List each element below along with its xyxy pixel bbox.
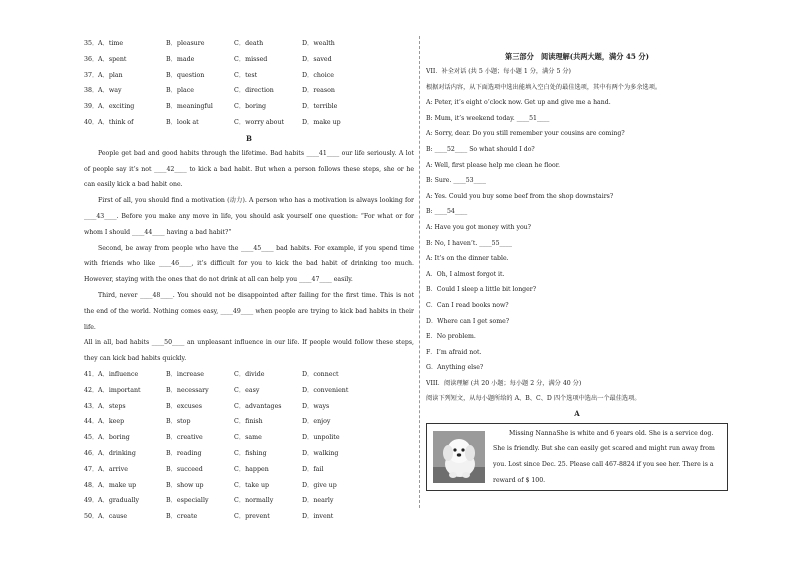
option-b: B．question <box>166 71 205 79</box>
question-number: 50． <box>84 513 99 521</box>
option-c: C．easy <box>234 386 260 394</box>
option-c: C．take up <box>234 481 270 489</box>
passage-paragraph: All in all, bad habits ____50____ an unpleasant influence in our life. If people would follow these steps, they can kick bad habits quickly. <box>84 339 414 363</box>
option-d: D．connect <box>302 370 339 378</box>
question-number: 41． <box>84 370 99 378</box>
option-a: A．influence <box>98 370 139 378</box>
section8-instructions: 阅读下列短文，从每小题所给的 A、B、C、D 四个选项中选出一个最佳选项。 <box>426 395 641 403</box>
option-c: C．normally <box>234 497 274 505</box>
section7-title: VII．补全对话 (共 5 小题；每小题 1 分，满分 5 分) <box>426 68 571 75</box>
options-group-41-50 <box>84 367 414 525</box>
question-options-row <box>84 509 414 525</box>
question-options-row <box>84 478 414 494</box>
question-number: 36． <box>84 55 99 63</box>
option-a: A．drinking <box>98 449 136 457</box>
dialogue-line: A: It’s on the dinner table. <box>426 255 509 263</box>
option-b: B．especially <box>166 497 209 505</box>
option-d: D．convenient <box>302 386 349 394</box>
option-b: B．necessary <box>166 386 209 394</box>
option-b: B．look at <box>166 118 199 126</box>
dialogue-line: A: Well, first please help me clean he floor. <box>426 161 560 169</box>
option-b: B．meaningful <box>166 103 213 111</box>
option-d: D．make up <box>302 118 341 126</box>
option-d: D．invent <box>302 513 334 521</box>
option-c: C．finish <box>234 418 263 426</box>
option-d: D．choice <box>302 71 334 79</box>
part-three-title: 第三部分 阅读理解(共两大题，满分 45 分) <box>505 52 649 61</box>
option-c: C．missed <box>234 55 268 63</box>
question-options-row <box>84 383 414 399</box>
option-b: B．excuses <box>166 402 202 410</box>
dialogue-line: B: ____54____ <box>426 208 468 216</box>
option-a: A．think of <box>98 118 134 126</box>
option-d: D．unpolite <box>302 434 340 442</box>
question-number: 38． <box>84 87 99 95</box>
dialogue-line: A: Yes. Could you buy some beef from the shop downstairs? <box>426 192 614 200</box>
passage-paragraph: Third, never ____48____. You should not be disappointed after failing for the first time. This is not the end of the world. Nothing comes easy, ____49____ when people are trying to kick bad habits in their life. <box>84 291 414 331</box>
question-options-row <box>84 493 414 509</box>
question-options-row <box>84 115 414 131</box>
dialogue-line: A: Sorry, dear. Do you still remember your cousins are coming? <box>426 130 625 138</box>
option-a: A．spent <box>98 55 127 63</box>
option-d: D．nearly <box>302 497 334 505</box>
option-d: D．fail <box>302 465 324 473</box>
option-c: C．boring <box>234 103 267 111</box>
option-d: D．enjoy <box>302 418 331 426</box>
option-d: D．saved <box>302 55 332 63</box>
option-b: B．pleasure <box>166 40 205 47</box>
option-c: C．advantages <box>234 402 282 410</box>
missing-dog-ad <box>426 423 728 491</box>
option-b: B．show up <box>166 481 204 489</box>
question-options-row <box>84 414 414 430</box>
dialogue-line: B: No, I haven’t. ____55____ <box>426 239 512 247</box>
question-options-row <box>84 52 414 68</box>
question-number: 43． <box>84 402 99 410</box>
section8-title: VIII．阅读理解 (共 20 小题；每小题 2 分，满分 40 分) <box>426 379 582 387</box>
option-d: D．reason <box>302 87 335 95</box>
option-c: C．fishing <box>234 449 267 457</box>
option-b: B．creative <box>166 434 203 442</box>
dialogue-choices <box>426 267 728 376</box>
option-b: B．create <box>166 513 198 521</box>
dialogue-choice: F．I’m afraid not. <box>426 348 482 356</box>
question-options-row <box>84 68 414 84</box>
question-number: 45． <box>84 434 99 442</box>
dialogue <box>426 95 728 267</box>
option-c: C．same <box>234 434 262 442</box>
question-number: 49． <box>84 497 99 505</box>
left-column <box>84 36 414 525</box>
option-a: A．way <box>98 87 122 95</box>
option-a: A．steps <box>98 402 126 410</box>
option-a: A．cause <box>98 513 128 521</box>
dialogue-choice: E．No problem. <box>426 333 476 341</box>
question-number: 40． <box>84 118 99 126</box>
option-b: B．increase <box>166 370 204 378</box>
question-options-row <box>84 99 414 115</box>
option-c: C．direction <box>234 87 274 95</box>
option-c: C．test <box>234 71 258 79</box>
section-letter-b: B <box>246 133 252 143</box>
option-b: B．succeed <box>166 465 203 473</box>
dialogue-choice: D．Where can I get some? <box>426 317 510 325</box>
passage-paragraph: Second, be away from people who have the ____45____ bad habits. For example, if you spend time with friends who like ____46____, it’s difficult for you to kick the bad habit of drinking too much. However, staying with the ones that do not drink at all can help you ____47____ easily. <box>84 244 414 284</box>
option-a: A．plan <box>98 71 123 79</box>
option-a: A．gradually <box>98 497 140 505</box>
dialogue-choice: C．Can I read books now? <box>426 301 509 309</box>
column-divider <box>419 36 420 508</box>
question-number: 42． <box>84 386 99 394</box>
dialogue-line: B: ____52____ So what should I do? <box>426 145 535 153</box>
question-options-row <box>84 446 414 462</box>
option-a: A．boring <box>98 434 130 442</box>
dialogue-line: A: Peter, it’s eight o’clock now. Get up and give me a hand. <box>426 99 611 107</box>
options-group-35-40 <box>84 36 414 131</box>
question-options-row <box>84 83 414 99</box>
question-options-row <box>84 430 414 446</box>
option-d: D．give up <box>302 481 337 489</box>
passage-bad-habits <box>84 146 414 367</box>
option-c: C．prevent <box>234 513 270 521</box>
option-c: C．happen <box>234 465 269 473</box>
dialogue-line: B: Mum, it’s weekend today. ____51____ <box>426 114 550 122</box>
dialogue-choice: G．Anything else? <box>426 364 484 372</box>
question-options-row <box>84 399 414 415</box>
dialogue-line: B: Sure. ____53____ <box>426 177 486 185</box>
question-options-row <box>84 462 414 478</box>
option-d: D．ways <box>302 402 330 410</box>
question-number: 35． <box>84 40 99 47</box>
white-dog-photo-icon <box>433 431 485 483</box>
option-a: A．important <box>98 386 141 394</box>
option-b: B．place <box>166 87 194 95</box>
option-b: B．reading <box>166 449 202 457</box>
option-b: B．stop <box>166 418 191 426</box>
missing-dog-ad-text: Missing NannaShe is white and 6 years old. She is a service dog. She is friendly. But she can easily get scared and might run away from you. Lost since Dec. 25. Please call 467-8824 if you see her. There is a reward of $ 100. <box>493 429 715 484</box>
question-options-row <box>84 367 414 383</box>
option-c: C．death <box>234 40 264 47</box>
right-column <box>426 36 728 491</box>
passage-paragraph: People get bad and good habits through the lifetime. Bad habits ____41____ our life seriously. A lot of people say it’s not ____42____ to kick a bad habit. But when a person follows these steps, she or he can easily kick a bad habit one. <box>84 149 414 189</box>
dialogue-choice: B．Could I sleep a little bit longer? <box>426 286 537 294</box>
option-c: C．divide <box>234 370 265 378</box>
section7-instructions: 根据对话内容，从下面选项中选出能填入空白处的最佳选项，其中有两个为多余选项。 <box>426 83 662 91</box>
dialogue-choice: A．Oh, I almost forgot it. <box>426 270 505 278</box>
option-d: D．walking <box>302 449 339 457</box>
option-d: D．terrible <box>302 103 338 111</box>
section-letter-a: A <box>574 409 580 419</box>
option-b: B．made <box>166 55 195 63</box>
question-number: 48． <box>84 481 99 489</box>
option-c: C．worry about <box>234 118 285 126</box>
question-number: 47． <box>84 465 99 473</box>
option-d: D．wealth <box>302 40 335 47</box>
question-options-row <box>84 36 414 52</box>
option-a: A．keep <box>98 418 125 426</box>
question-number: 46． <box>84 449 99 457</box>
option-a: A．arrive <box>98 465 128 473</box>
option-a: A．make up <box>98 481 137 489</box>
passage-paragraph: First of all, you should find a motivation (动力). A person who has a motivation is always looking for ____43____. Before you make any move in life, you should ask yourself one question: “For what or for whom I should ____44____ having a bad habit?” <box>84 197 414 236</box>
dialogue-line: A: Have you got money with you? <box>426 223 531 231</box>
question-number: 44． <box>84 418 99 426</box>
question-number: 39． <box>84 103 99 111</box>
question-number: 37． <box>84 71 99 79</box>
option-a: A．time <box>98 40 124 47</box>
option-a: A．exciting <box>98 103 135 111</box>
